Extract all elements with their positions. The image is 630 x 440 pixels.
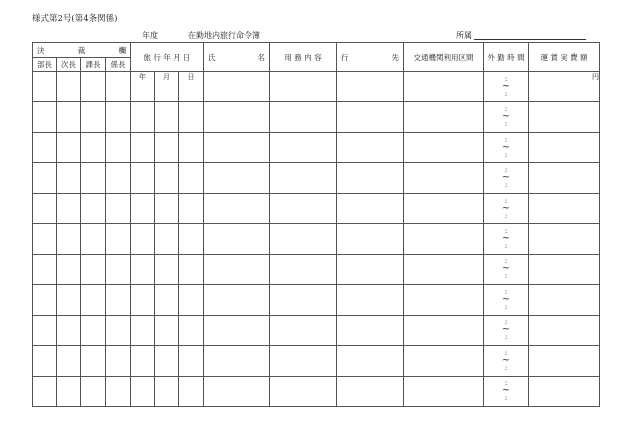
table-cell[interactable] (404, 254, 484, 284)
table-cell[interactable] (529, 224, 600, 254)
table-cell[interactable] (33, 376, 57, 406)
table-cell[interactable] (106, 163, 131, 193)
table-cell[interactable] (131, 254, 155, 284)
approver-jicho: 次長 (57, 58, 81, 72)
table-cell[interactable] (404, 224, 484, 254)
table-cell[interactable] (57, 224, 81, 254)
approver-kacho: 課長 (81, 58, 106, 72)
table-cell[interactable] (404, 346, 484, 376)
destination-header: 行 先 (337, 43, 404, 72)
outside-hours-cell[interactable]: : ~ : (484, 193, 529, 223)
table-row (33, 315, 600, 345)
table-cell[interactable] (57, 132, 81, 162)
table-cell[interactable] (337, 193, 404, 223)
table-cell[interactable] (81, 132, 106, 162)
table-cell[interactable] (337, 376, 404, 406)
table-cell[interactable] (57, 285, 81, 315)
table-cell[interactable] (155, 193, 179, 223)
table-cell[interactable] (33, 254, 57, 284)
table-cell[interactable] (179, 132, 204, 162)
date-month-cell[interactable]: 月 (155, 72, 179, 102)
table-cell[interactable] (155, 254, 179, 284)
table-cell[interactable] (529, 132, 600, 162)
date-year-cell[interactable]: 年 (131, 72, 155, 102)
table-row (33, 224, 600, 254)
table-cell[interactable] (106, 315, 131, 345)
table-cell[interactable] (155, 102, 179, 132)
table-cell[interactable] (529, 102, 600, 132)
table-cell[interactable] (33, 285, 57, 315)
outside-hours-cell[interactable]: : ~ : (484, 72, 529, 102)
travel-date-header: 旅 行 年 月 日 (131, 43, 204, 72)
table-cell[interactable] (529, 285, 600, 315)
outside-hours-cell[interactable]: : ~ : (484, 132, 529, 162)
table-cell[interactable] (270, 193, 337, 223)
table-cell[interactable] (131, 376, 155, 406)
table-cell[interactable] (404, 72, 484, 102)
table-cell[interactable] (106, 224, 131, 254)
table-cell[interactable] (57, 254, 81, 284)
table-cell[interactable] (404, 163, 484, 193)
table-cell[interactable] (529, 346, 600, 376)
table-cell[interactable] (33, 193, 57, 223)
table-cell[interactable] (529, 254, 600, 284)
table-cell[interactable] (337, 224, 404, 254)
table-cell[interactable] (57, 376, 81, 406)
table-cell[interactable] (337, 72, 404, 102)
outside-hours-cell[interactable]: : ~ : (484, 376, 529, 406)
table-cell[interactable] (270, 346, 337, 376)
table-cell[interactable] (179, 193, 204, 223)
table-cell[interactable] (179, 285, 204, 315)
table-cell[interactable] (529, 315, 600, 345)
table-row (33, 346, 600, 376)
table-cell[interactable] (33, 102, 57, 132)
table-cell[interactable] (33, 163, 57, 193)
table-cell[interactable] (131, 285, 155, 315)
transport-header: 交通機関利用区間 (404, 43, 484, 72)
table-cell[interactable] (179, 254, 204, 284)
table-cell[interactable] (204, 376, 270, 406)
approver-kakaricho: 係長 (106, 58, 131, 72)
fare-header: 運 賃 実 費 額 (529, 43, 600, 72)
table-cell[interactable] (131, 346, 155, 376)
table-cell[interactable] (81, 285, 106, 315)
table-cell[interactable] (179, 346, 204, 376)
outside-hours-cell[interactable]: : ~ : (484, 254, 529, 284)
table-cell[interactable] (404, 193, 484, 223)
table-cell[interactable] (131, 163, 155, 193)
register-title: 在勤地内旅行命令簿 (188, 31, 260, 40)
table-cell[interactable] (529, 376, 600, 406)
table-cell[interactable] (204, 163, 270, 193)
table-cell[interactable] (57, 102, 81, 132)
table-cell[interactable] (179, 315, 204, 345)
approver-bucho: 部長 (33, 58, 57, 72)
table-cell[interactable] (270, 163, 337, 193)
table-cell[interactable] (179, 224, 204, 254)
table-cell[interactable] (131, 224, 155, 254)
table-cell[interactable] (81, 102, 106, 132)
table-row (33, 285, 600, 315)
table-cell[interactable] (81, 254, 106, 284)
table-cell[interactable] (404, 132, 484, 162)
table-cell[interactable] (404, 376, 484, 406)
table-cell[interactable] (81, 315, 106, 345)
table-cell[interactable] (270, 376, 337, 406)
table-row (33, 102, 600, 132)
table-cell[interactable] (204, 224, 270, 254)
table-cell[interactable] (131, 315, 155, 345)
table-cell[interactable] (179, 163, 204, 193)
table-cell[interactable] (106, 132, 131, 162)
table-cell[interactable] (337, 254, 404, 284)
table-cell[interactable] (337, 346, 404, 376)
form-code: 様式第2号(第4条関係) (32, 14, 118, 24)
table-cell[interactable] (106, 376, 131, 406)
table-cell[interactable] (106, 193, 131, 223)
table-cell[interactable] (204, 315, 270, 345)
table-cell[interactable] (204, 72, 270, 102)
register-rows (33, 72, 600, 407)
table-cell[interactable] (57, 72, 81, 102)
table-cell[interactable] (270, 132, 337, 162)
fiscal-year-label: 年度 (142, 31, 158, 40)
table-cell[interactable] (204, 285, 270, 315)
table-cell[interactable] (57, 163, 81, 193)
table-cell[interactable] (33, 346, 57, 376)
table-cell[interactable] (131, 102, 155, 132)
table-cell[interactable] (204, 132, 270, 162)
table-cell[interactable] (81, 163, 106, 193)
fare-cell[interactable]: 円 (529, 72, 600, 102)
table-cell[interactable] (33, 315, 57, 345)
table-cell[interactable] (155, 132, 179, 162)
table-cell[interactable] (131, 132, 155, 162)
department-field[interactable] (474, 39, 586, 40)
table-row (33, 254, 600, 284)
table-cell[interactable] (155, 315, 179, 345)
table-cell[interactable] (155, 224, 179, 254)
table-cell[interactable] (81, 224, 106, 254)
table-cell[interactable] (270, 285, 337, 315)
table-row (33, 163, 600, 193)
travel-order-register (32, 42, 600, 407)
table-cell[interactable] (179, 376, 204, 406)
table-cell[interactable] (81, 193, 106, 223)
table-cell[interactable] (106, 72, 131, 102)
table-cell[interactable] (81, 346, 106, 376)
table-cell[interactable] (404, 315, 484, 345)
table-cell[interactable] (204, 254, 270, 284)
table-cell[interactable] (106, 102, 131, 132)
table-cell[interactable] (57, 193, 81, 223)
table-row (33, 193, 600, 223)
table-cell[interactable] (81, 376, 106, 406)
table-cell[interactable] (155, 346, 179, 376)
outside-hours-header: 外 勤 時 間 (484, 43, 529, 72)
date-day-cell[interactable]: 日 (179, 72, 204, 102)
table-cell[interactable] (106, 254, 131, 284)
table-cell[interactable] (337, 285, 404, 315)
business-header: 用 務 内 容 (270, 43, 337, 72)
table-cell[interactable] (270, 72, 337, 102)
table-cell[interactable] (106, 346, 131, 376)
outside-hours-cell[interactable]: : ~ : (484, 315, 529, 345)
table-cell[interactable] (337, 132, 404, 162)
table-cell[interactable] (529, 193, 600, 223)
table-row (33, 376, 600, 406)
name-header: 氏 名 (204, 43, 270, 72)
table-cell[interactable] (404, 285, 484, 315)
table-cell[interactable] (179, 102, 204, 132)
table-cell[interactable] (337, 102, 404, 132)
table-cell[interactable] (529, 163, 600, 193)
outside-hours-cell[interactable]: : ~ : (484, 346, 529, 376)
table-cell[interactable] (204, 102, 270, 132)
outside-hours-cell[interactable]: : ~ : (484, 163, 529, 193)
table-cell[interactable] (270, 254, 337, 284)
table-cell[interactable] (81, 72, 106, 102)
department-label: 所属 (456, 31, 472, 40)
table-cell[interactable] (131, 193, 155, 223)
table-cell[interactable] (33, 224, 57, 254)
table-cell[interactable] (57, 315, 81, 345)
outside-hours-cell[interactable]: : ~ : (484, 285, 529, 315)
table-cell[interactable] (33, 72, 57, 102)
table-cell[interactable] (204, 346, 270, 376)
table-cell[interactable] (337, 163, 404, 193)
table-cell[interactable] (106, 285, 131, 315)
table-cell[interactable] (155, 285, 179, 315)
table-cell[interactable] (404, 102, 484, 132)
table-cell[interactable] (270, 224, 337, 254)
table-cell[interactable] (337, 315, 404, 345)
table-row (33, 72, 600, 102)
table-cell[interactable] (155, 376, 179, 406)
table-cell[interactable] (155, 163, 179, 193)
table-cell[interactable] (33, 132, 57, 162)
table-cell[interactable] (204, 193, 270, 223)
approval-header: 決 裁 欄 (33, 43, 131, 58)
outside-hours-cell[interactable]: : ~ : (484, 224, 529, 254)
table-cell[interactable] (270, 102, 337, 132)
table-cell[interactable] (270, 315, 337, 345)
outside-hours-cell[interactable]: : ~ : (484, 102, 529, 132)
table-row (33, 132, 600, 162)
table-cell[interactable] (57, 346, 81, 376)
